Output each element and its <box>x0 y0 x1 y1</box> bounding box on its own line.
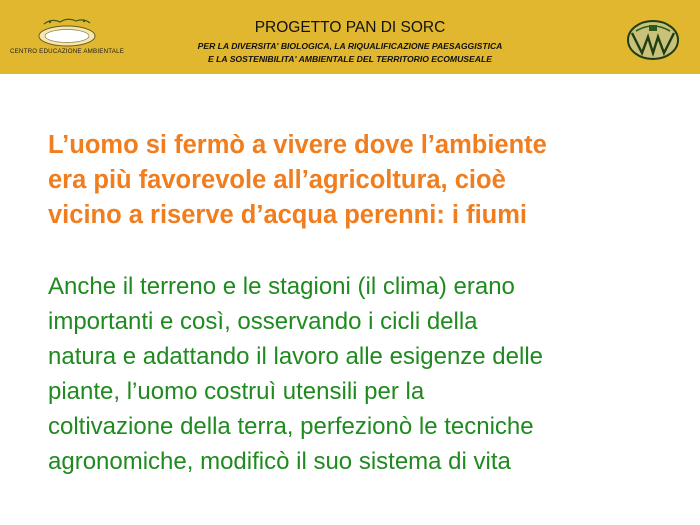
body-line: natura e adattando il lavoro alle esigenze delle <box>48 343 544 370</box>
headline-line: vicino a riserve d’acqua perenni: i fiumi <box>48 201 527 229</box>
cea-logo-graphic <box>8 8 126 66</box>
logo-caption: CENTRO EDUCAZIONE AMBIENTALE <box>9 48 125 55</box>
body-line: coltivazione della terra, perfezionò le tecniche <box>48 413 534 440</box>
body-line: piante, l’uomo costruì utensili per la <box>48 378 425 405</box>
project-subtitle-line-1: PER LA DIVERSITA' BIOLOGICA, LA RIQUALIFICAZIONE PAESAGGISTICA <box>197 41 503 51</box>
body-line: agronomiche, modificò il suo sistema di vita <box>48 448 511 475</box>
project-title: PROGETTO PAN DI SORC <box>254 19 446 36</box>
ecomuseum-logo-icon <box>626 19 680 61</box>
headline-text <box>48 128 688 233</box>
body-line: Anche il terreno e le stagioni (il clima) erano <box>48 273 515 300</box>
body-line: importanti e così, osservando i cicli della <box>48 308 478 335</box>
header-bar <box>0 0 700 74</box>
ecomuseum-logo <box>626 19 680 61</box>
project-subtitle-line-2: E LA SOSTENIBILITA' AMBIENTALE DEL TERRITORIO ECOMUSEALE <box>208 54 492 64</box>
headline-line: L’uomo si fermò a vivere dove l’ambiente <box>48 131 547 159</box>
cea-logo <box>8 8 126 66</box>
headline-line: era più favorevole all’agricoltura, cioè <box>48 166 506 194</box>
